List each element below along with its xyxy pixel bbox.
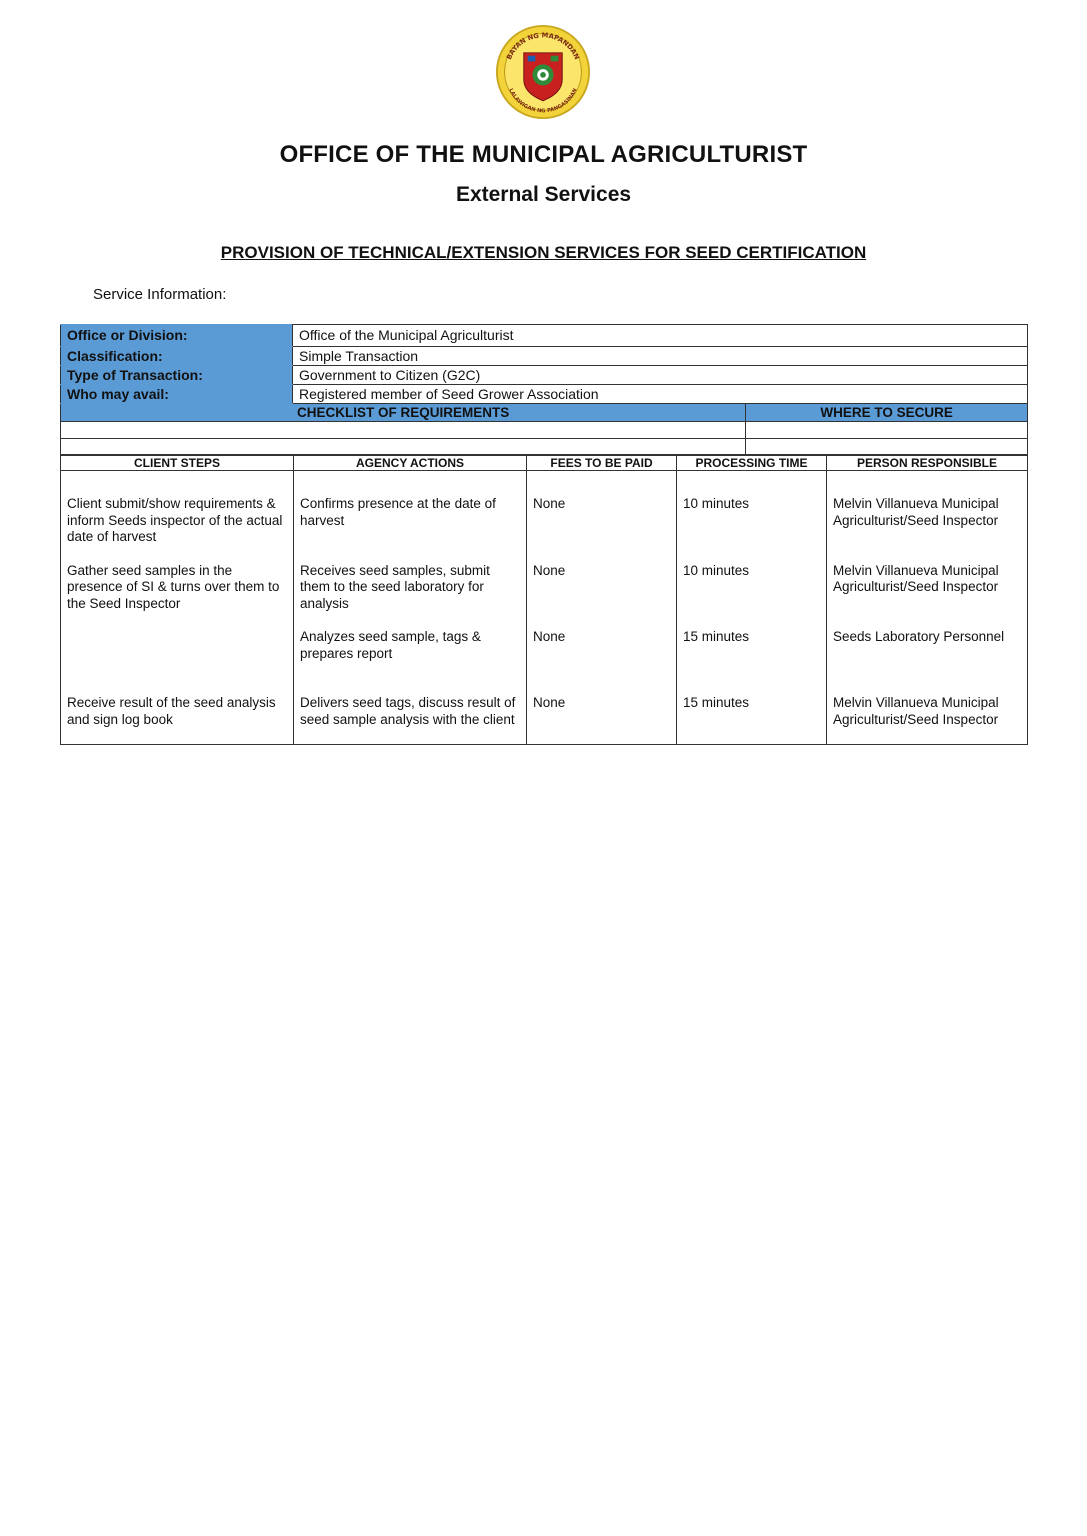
info-label: Who may avail: [61,385,293,404]
person-responsible-cell: Melvin Villanueva Municipal Agriculturist/Seed Inspector [827,471,1028,560]
fees-cell: None [527,626,677,692]
checklist-blank-row [61,422,1028,439]
processing-time-cell: 10 minutes [677,560,827,627]
svg-text:LALAWIGAN NG PANGASINAN: LALAWIGAN NG PANGASINAN [507,87,579,115]
service-title: PROVISION OF TECHNICAL/EXTENSION SERVICES FOR SEED CERTIFICATION [220,243,867,262]
info-value: Simple Transaction [293,347,1028,366]
client-step-cell: Receive result of the seed analysis and sign log book [61,692,294,745]
client-step-cell [61,626,294,692]
info-label: Classification: [61,347,293,366]
checklist-header-row [61,404,1028,422]
processing-time-cell: 15 minutes [677,692,827,745]
municipal-seal-logo [495,24,591,120]
info-row [61,366,1028,385]
info-row [61,385,1028,404]
client-step-cell: Gather seed samples in the presence of SI & turns over them to the Seed Inspector [61,560,294,627]
info-value: Office of the Municipal Agriculturist [293,325,1028,347]
fees-cell: None [527,692,677,745]
agency-action-cell: Receives seed samples, submit them to the seed laboratory for analysis [294,560,527,627]
info-value: Registered member of Seed Grower Association [293,385,1028,404]
column-header: AGENCY ACTIONS [294,455,527,471]
checklist-blank-row [61,439,1028,456]
info-label: Office or Division: [61,325,293,347]
client-steps-table [60,454,1028,745]
service-information-label: Service Information: [93,286,227,303]
service-information-table [60,324,1028,456]
info-label: Type of Transaction: [61,366,293,385]
checklist-cell [61,439,746,456]
where-cell [746,422,1028,439]
fees-cell: None [527,471,677,560]
table-row [61,560,1028,627]
column-header: CLIENT STEPS [61,455,294,471]
checklist-header: CHECKLIST OF REQUIREMENTS [61,404,746,422]
where-to-secure-header: WHERE TO SECURE [746,404,1028,422]
checklist-cell [61,422,746,439]
agency-action-cell: Delivers seed tags, discuss result of seed sample analysis with the client [294,692,527,745]
person-responsible-cell: Melvin Villanueva Municipal Agriculturist/Seed Inspector [827,560,1028,627]
column-header: PROCESSING TIME [677,455,827,471]
svg-text:BAYAN NG MAPANDAN: BAYAN NG MAPANDAN [505,31,581,61]
processing-time-cell: 10 minutes [677,471,827,560]
info-value: Government to Citizen (G2C) [293,366,1028,385]
office-title: OFFICE OF THE MUNICIPAL AGRICULTURIST [279,141,808,168]
person-responsible-cell: Seeds Laboratory Personnel [827,626,1028,692]
info-row [61,325,1028,347]
column-header: FEES TO BE PAID [527,455,677,471]
processing-time-cell: 15 minutes [677,626,827,692]
table-row [61,626,1028,692]
column-header: PERSON RESPONSIBLE [827,455,1028,471]
table-row [61,692,1028,745]
agency-action-cell: Analyzes seed sample, tags & prepares report [294,626,527,692]
steps-header-row [61,455,1028,471]
where-cell [746,439,1028,456]
client-step-cell: Client submit/show requirements & inform Seeds inspector of the actual date of harvest [61,471,294,560]
info-row [61,347,1028,366]
agency-action-cell: Confirms presence at the date of harvest [294,471,527,560]
fees-cell: None [527,560,677,627]
page-subtitle: External Services [455,183,632,206]
person-responsible-cell: Melvin Villanueva Municipal Agriculturist/Seed Inspector [827,692,1028,745]
table-row [61,471,1028,560]
